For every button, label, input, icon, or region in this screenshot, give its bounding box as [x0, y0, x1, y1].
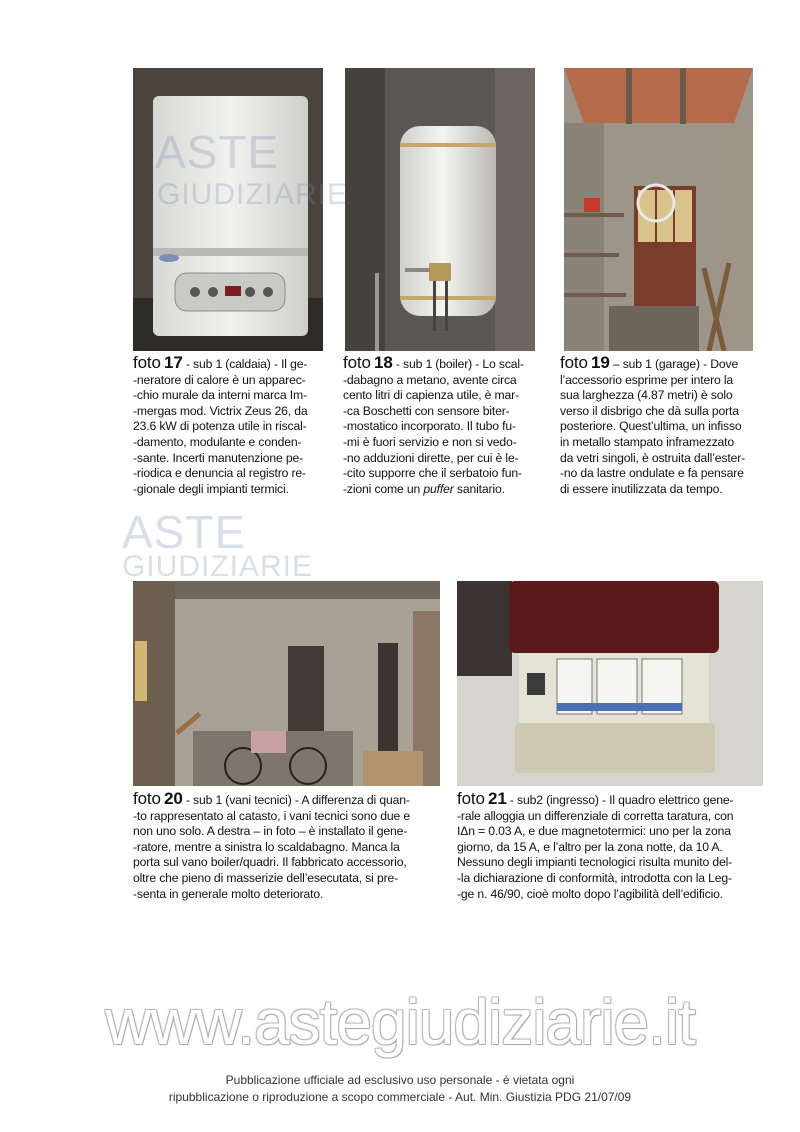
- caption-18-line: -dabagno a metano, avente circa: [343, 372, 517, 387]
- footer: [0, 1072, 800, 1106]
- caption-17-line: -gionale degli impianti termici.: [133, 481, 289, 496]
- caption-21-header: [457, 791, 777, 809]
- caption-18-last-pre: -zioni come un: [343, 481, 424, 496]
- foto-word: foto: [133, 789, 161, 808]
- foto-number: 18: [374, 353, 393, 372]
- caption-17-line: -neratore di calore è un apparec-: [133, 372, 306, 387]
- caption-18-line: -mostatico incorporato. Il tubo fu-: [343, 419, 516, 434]
- caption-21-line: IΔn = 0.03 A, e due magnetotermici: uno per la zona: [457, 824, 731, 839]
- caption-20-line: porta sul vano boiler/quadri. Il fabbricato accessorio,: [133, 855, 407, 870]
- caption-20-line: non uno solo. A destra – in foto – è installato il gene-: [133, 824, 408, 839]
- caption-20-line: -ratore, mentre a sinistra lo scaldabagno. Manca la: [133, 839, 400, 854]
- photo-21-quadro-elettrico: [457, 581, 763, 786]
- site-watermark: www.astegiudiziarie.it: [105, 986, 695, 1058]
- caption-17-header-text: - sub 1 (caldaia) - Il ge-: [182, 357, 308, 371]
- photo-18-boiler: [345, 68, 535, 351]
- caption-21-line: -ge n. 46/90, cioè molto dopo l’agibilità dell’edificio.: [457, 886, 723, 901]
- caption-20-header-text: - sub 1 (vani tecnici) - A differenza di quan-: [182, 793, 410, 807]
- caption-18-line: -ca Boschetti con sensore biter-: [343, 403, 510, 418]
- footer-line-1: Pubblicazione ufficiale ad esclusivo uso personale - è vietata ogni: [225, 1073, 575, 1087]
- caption-21-line: -rale alloggia un differenziale di corretta taratura, con: [457, 808, 734, 823]
- photo-18-image: [345, 68, 535, 351]
- caption-21: [457, 791, 777, 902]
- caption-19-header-text: – sub 1 (garage) - Dove: [609, 357, 739, 371]
- watermark-aste-mid: ASTE: [122, 506, 247, 558]
- photo-21-image: [457, 581, 763, 786]
- foto-word: foto: [133, 353, 161, 372]
- caption-18-header-text: - sub 1 (boiler) - Lo scal-: [392, 357, 524, 371]
- caption-18-header: [343, 355, 543, 373]
- caption-20: [133, 791, 443, 902]
- caption-19: [560, 355, 765, 497]
- foto-number: 20: [164, 789, 183, 808]
- caption-19-line: sua larghezza (4.87 metri) è solo: [560, 388, 733, 403]
- caption-17-line: 23.6 kW di potenza utile in riscal-: [133, 419, 307, 434]
- caption-17-line: -damento, modulante e conden-: [133, 434, 302, 449]
- foto-number: 19: [591, 353, 610, 372]
- caption-20-line: -senta in generale molto deteriorato.: [133, 886, 324, 901]
- photo-20-vani-tecnici: [133, 581, 440, 786]
- photo-20-image: [133, 581, 440, 786]
- caption-20-header: [133, 791, 443, 809]
- caption-17-line: -chio murale da interni marca Im-: [133, 388, 307, 403]
- caption-19-line: da vetri singoli, è ostruita dall’ester-: [560, 450, 746, 465]
- caption-18-italic-word: puffer: [423, 481, 454, 496]
- caption-20-line: oltre che pieno di masserizie dell’esecutata, si pre-: [133, 870, 399, 885]
- watermark-giudiziarie-mid: GIUDIZIARIE: [122, 550, 314, 583]
- caption-17-line: -sante. Incerti manutenzione pe-: [133, 450, 303, 465]
- watermark-aste-top: ASTE: [155, 126, 280, 178]
- watermark-giudiziarie-top: GIUDIZIARIE: [157, 178, 349, 211]
- caption-18-last-line: [343, 482, 543, 498]
- caption-18-line: -no adduzioni dirette, per cui è le-: [343, 450, 519, 465]
- caption-19-line: -no da lastre ondulate e fa pensare: [560, 466, 744, 481]
- caption-17: [133, 355, 328, 497]
- caption-21-line: giorno, da 15 A, e l’altro per la zona notte, da 10 A.: [457, 839, 723, 854]
- caption-18-last-post: sanitario.: [453, 481, 505, 496]
- caption-20-line: -to rappresentato al catasto, i vani tecnici sono due e: [133, 808, 410, 823]
- caption-21-header-text: - sub2 (ingresso) - Il quadro elettrico gene-: [506, 793, 734, 807]
- caption-17-line: -mergas mod. Victrix Zeus 26, da: [133, 403, 308, 418]
- caption-19-line: l’accessorio esprime per intero la: [560, 372, 734, 387]
- foto-number: 21: [488, 789, 507, 808]
- caption-19-line: in metallo stampato inframezzato: [560, 434, 735, 449]
- foto-word: foto: [457, 789, 485, 808]
- caption-18: [343, 355, 543, 497]
- caption-19-line: di essere inutilizzata da tempo.: [560, 481, 723, 496]
- foto-word: foto: [343, 353, 371, 372]
- caption-21-line: Nessuno degli impianti tecnologici risulta munito del-: [457, 855, 733, 870]
- caption-19-line: posteriore. Quest’ultima, un infisso: [560, 419, 742, 434]
- caption-18-line: -mi è fuori servizio e non si vedo-: [343, 434, 517, 449]
- footer-line-2: ripubblicazione o riproduzione a scopo commerciale - Aut. Min. Giustizia PDG 21/07/09: [168, 1090, 632, 1104]
- caption-19-header: [560, 355, 765, 373]
- caption-19-line: verso il disbrigo che dà sulla porta: [560, 403, 739, 418]
- caption-18-line: -cito supporre che il serbatoio fun-: [343, 466, 522, 481]
- photo-19-image: [564, 68, 753, 351]
- photo-19-garage: [564, 68, 753, 351]
- caption-21-line: -la dichiarazione di conformità, introdotta con la Leg-: [457, 870, 732, 885]
- caption-17-line: -riodica e denuncia al registro re-: [133, 466, 306, 481]
- caption-17-header: [133, 355, 328, 373]
- caption-18-line: cento litri di capienza utile, è mar-: [343, 388, 519, 403]
- foto-word: foto: [560, 353, 588, 372]
- foto-number: 17: [164, 353, 183, 372]
